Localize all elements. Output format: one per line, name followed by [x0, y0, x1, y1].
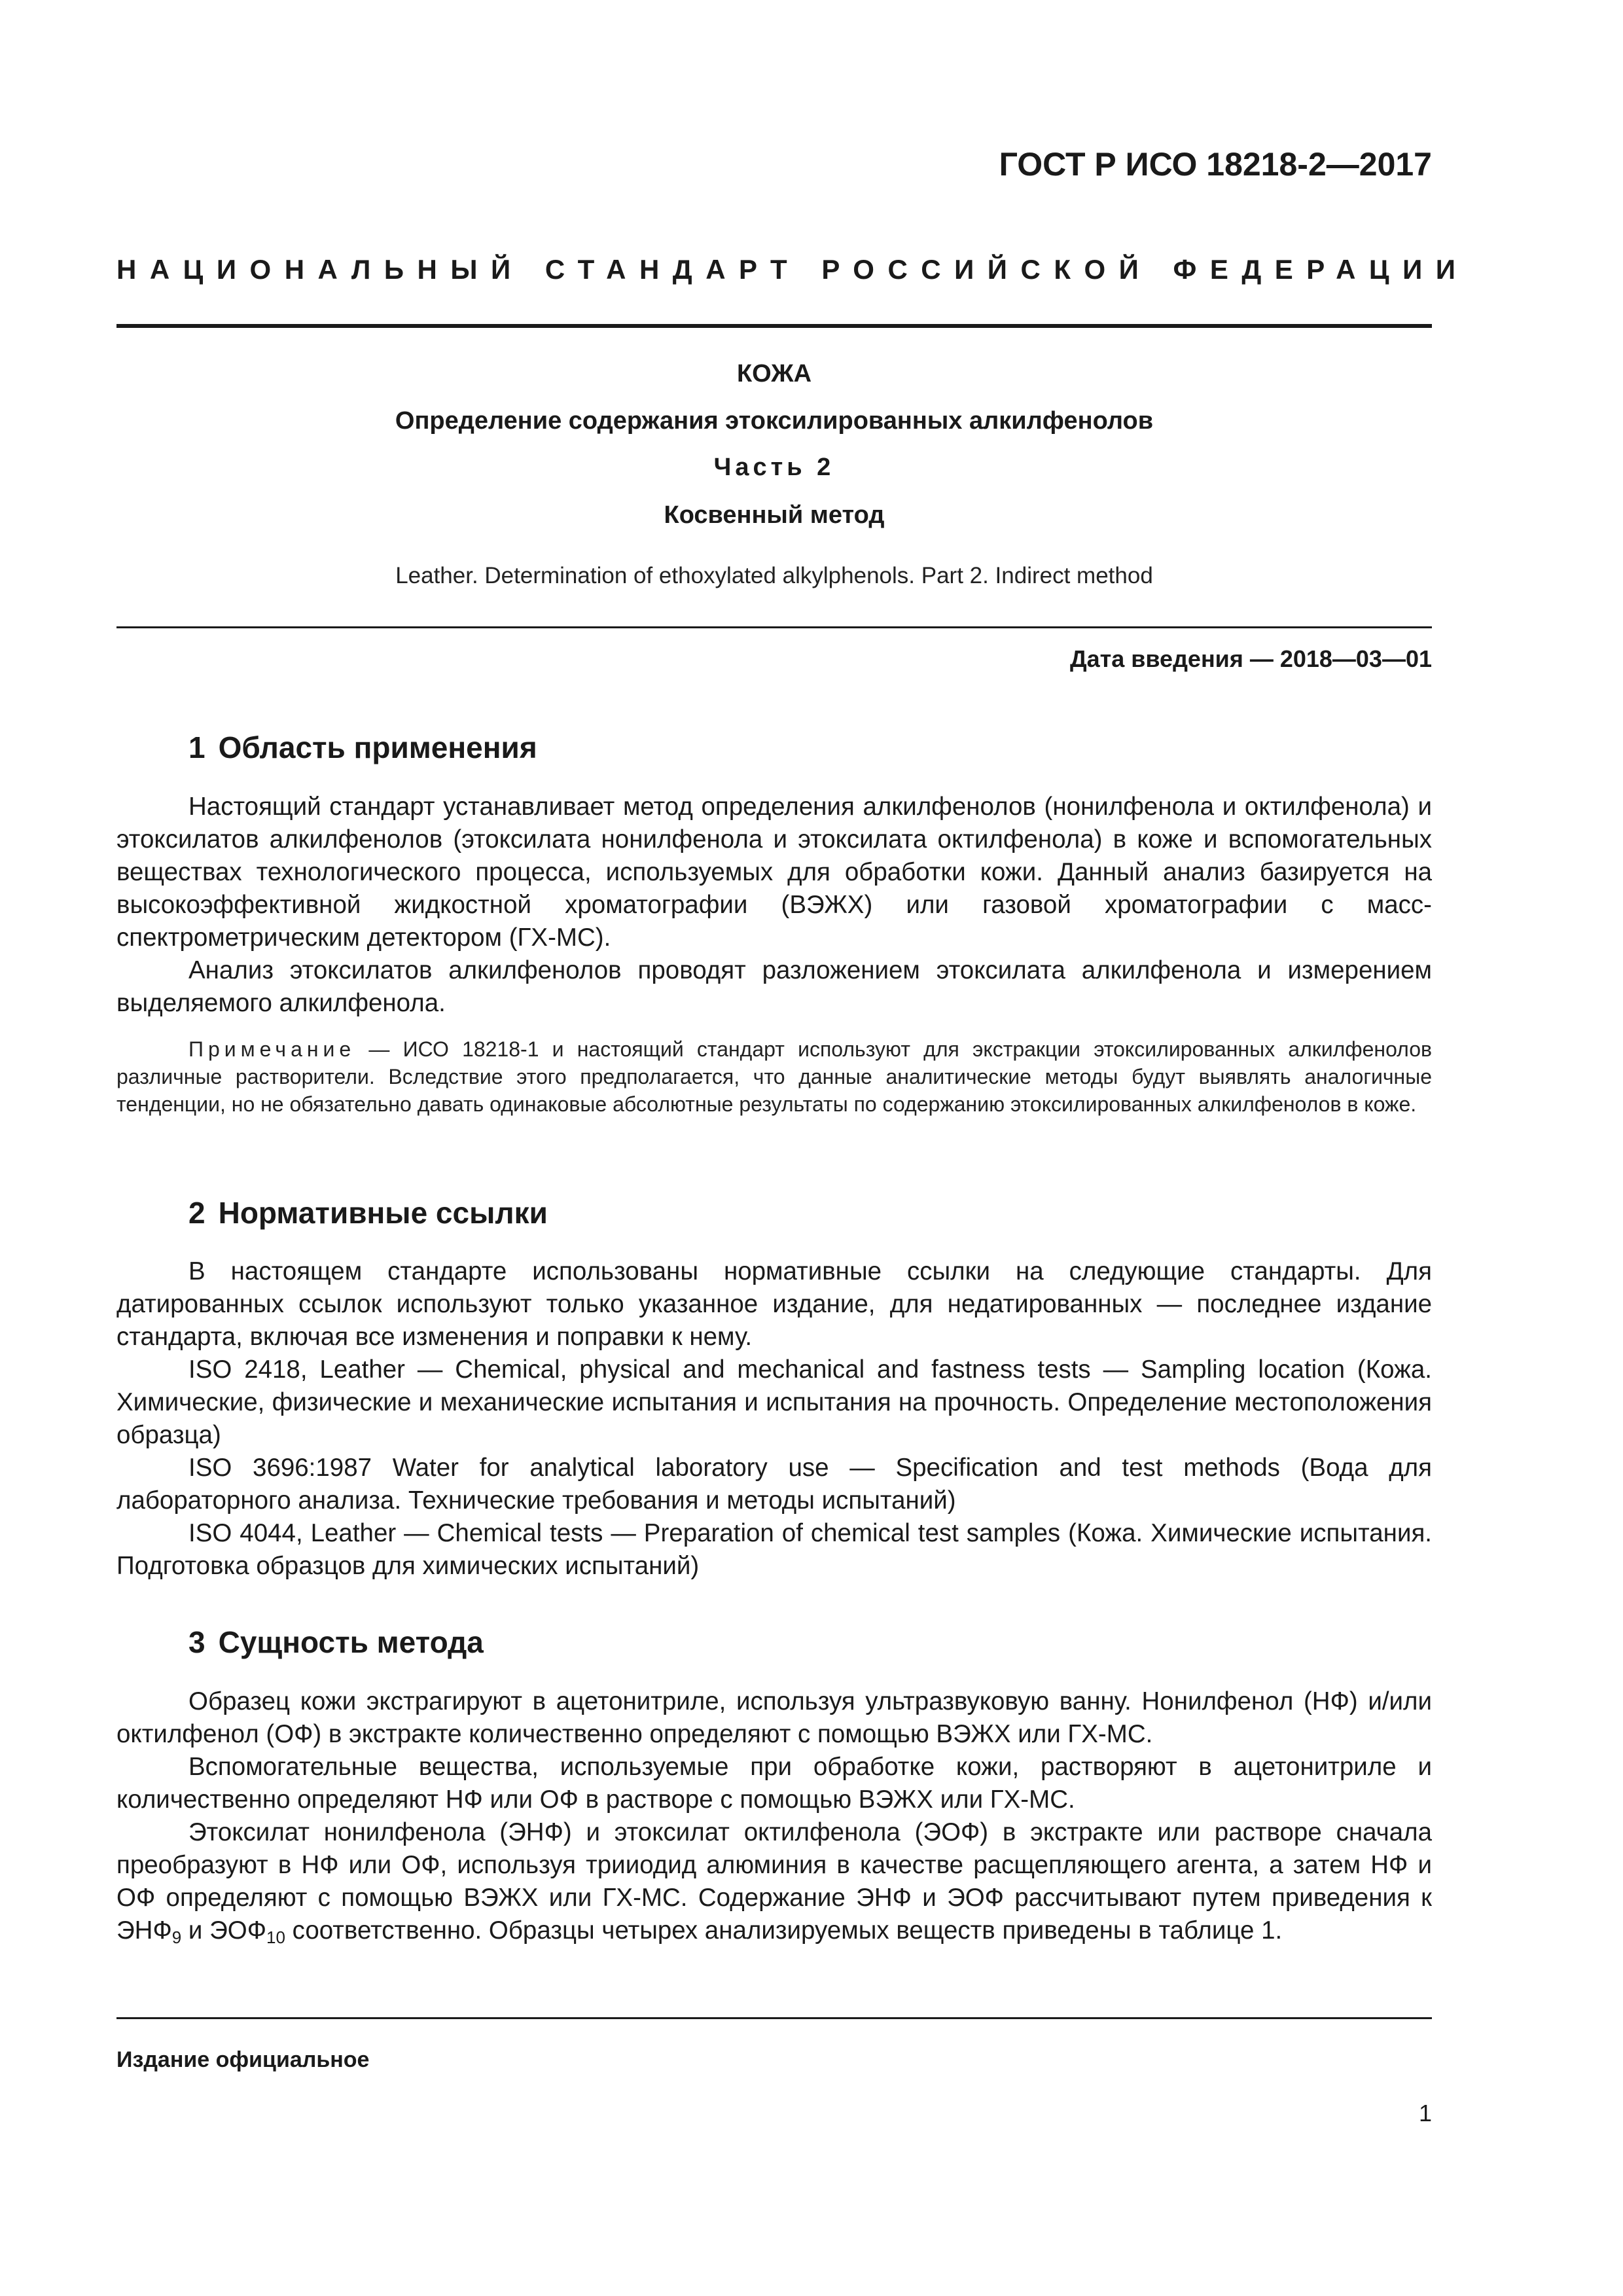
section-3-heading — [188, 1624, 484, 1660]
paragraph-text: Этоксилат нонилфенола (ЭНФ) и этоксилат октилфенола (ЭОФ) в экстракте или растворе сначала преобразуют в НФ или ОФ, используя трииодид алюминия в качестве расщепляющего агента, а затем НФ и ОФ определяют с помощью ВЭЖХ или ГХ-МС. Содержание ЭНФ и ЭОФ рассчитывают путем приведения к ЭНФ — [116, 1818, 1432, 1945]
section-1-body — [116, 791, 1432, 1020]
section-1-paragraph: Анализ этоксилатов алкилфенолов проводят разложением этоксилата алкилфенола и измерением выделяемого алкилфенола. — [116, 956, 1432, 1017]
introduction-date: Дата введения — 2018—03—01 — [1069, 645, 1432, 672]
section-3-paragraph — [116, 1816, 1432, 1947]
note-paragraph — [116, 1035, 1432, 1118]
footer-rule — [116, 2017, 1432, 2019]
section-2-paragraph: В настоящем стандарте использованы нормативные ссылки на следующие стандарты. Для датированных ссылок используют только указанное издание, для недатированных — последнее издание стандарта, включая все изменения и поправки к нему. — [116, 1257, 1432, 1351]
section-3-number: 3 — [188, 1625, 205, 1659]
official-edition-label: Издание официальное — [116, 2047, 370, 2072]
reference-iso-3696: ISO 3696:1987 Water for analytical laboratory use — Specification and test methods (Вода для лабораторного анализа. Технические требования и методы испытаний) — [116, 1454, 1432, 1515]
section-1-number: 1 — [188, 730, 205, 764]
subscript-9: 9 — [171, 1928, 182, 1947]
title-english: Leather. Determination of ethoxylated alkylphenols. Part 2. Indirect method — [395, 563, 1153, 588]
document-id: ГОСТ Р ИСО 18218-2—2017 — [999, 146, 1432, 183]
reference-iso-2418: ISO 2418, Leather — Chemical, physical and mechanical and fastness tests — Sampling location (Кожа. Химические, физические и механические испытания и испытания на прочность. Определение местоположения образца) — [116, 1355, 1432, 1449]
section-2-title: Нормативные ссылки — [218, 1196, 548, 1230]
section-3-title: Сущность метода — [218, 1625, 484, 1659]
title-rule — [116, 626, 1432, 628]
section-1-heading — [188, 730, 537, 765]
title-main: КОЖА — [736, 360, 812, 387]
section-3-paragraph: Образец кожи экстрагируют в ацетонитриле, используя ультразвуковую ванну. Нонилфенол (НФ) и/или октилфенол (ОФ) в экстракте количественно определяют с помощью ВЭЖХ или ГХ-МС. — [116, 1687, 1432, 1748]
header-rule — [116, 324, 1432, 328]
title-part: Часть 2 — [713, 454, 835, 481]
note-text: — ИСО 18218-1 и настоящий стандарт используют для экстракции этоксилированных алкилфенолов различные растворители. Вследствие этого предполагается, что данные аналитические методы будут выявлять аналогичные тенденции, но не обязательно давать одинаковые абсолютные результаты по содержанию этоксилированных алкилфенолов в коже. — [116, 1037, 1432, 1116]
national-standard-heading: НАЦИОНАЛЬНЫЙ СТАНДАРТ РОССИЙСКОЙ ФЕДЕРАЦИИ — [116, 254, 1469, 285]
section-1-title: Область применения — [218, 730, 537, 764]
section-3-body — [116, 1685, 1432, 1947]
subscript-10: 10 — [266, 1928, 285, 1947]
note-label: Примечание — [188, 1037, 356, 1061]
paragraph-text: соответственно. Образцы четырех анализируемых веществ приведены в таблице 1. — [285, 1916, 1283, 1945]
section-2-heading — [188, 1195, 548, 1230]
title-method: Косвенный метод — [664, 501, 885, 529]
section-3-paragraph: Вспомогательные вещества, используемые при обработке кожи, растворяют в ацетонитриле и количественно определяют НФ или ОФ в растворе с помощью ВЭЖХ или ГХ-МС. — [116, 1753, 1432, 1814]
section-2-number: 2 — [188, 1196, 205, 1230]
paragraph-text: и ЭОФ — [181, 1916, 267, 1945]
section-1-note — [116, 1035, 1432, 1118]
page-number: 1 — [1418, 2100, 1432, 2126]
section-2-body — [116, 1255, 1432, 1583]
title-subtitle: Определение содержания этоксилированных алкилфенолов — [395, 407, 1154, 435]
section-1-paragraph: Настоящий стандарт устанавливает метод определения алкилфенолов (нонилфенола и октилфенола) и этоксилатов алкилфенолов (этоксилата нонилфенола и этоксилата октилфенола) в коже и вспомогательных веществах технологического процесса, используемых для обработки кожи. Данный анализ базируется на высокоэффективной жидкостной хроматографии (ВЭЖХ) или газовой хроматографии с масс-спектрометрическим детектором (ГХ-МС). — [116, 793, 1432, 952]
reference-iso-4044: ISO 4044, Leather — Chemical tests — Preparation of chemical test samples (Кожа. Химические испытания. Подготовка образцов для химических испытаний) — [116, 1519, 1432, 1580]
